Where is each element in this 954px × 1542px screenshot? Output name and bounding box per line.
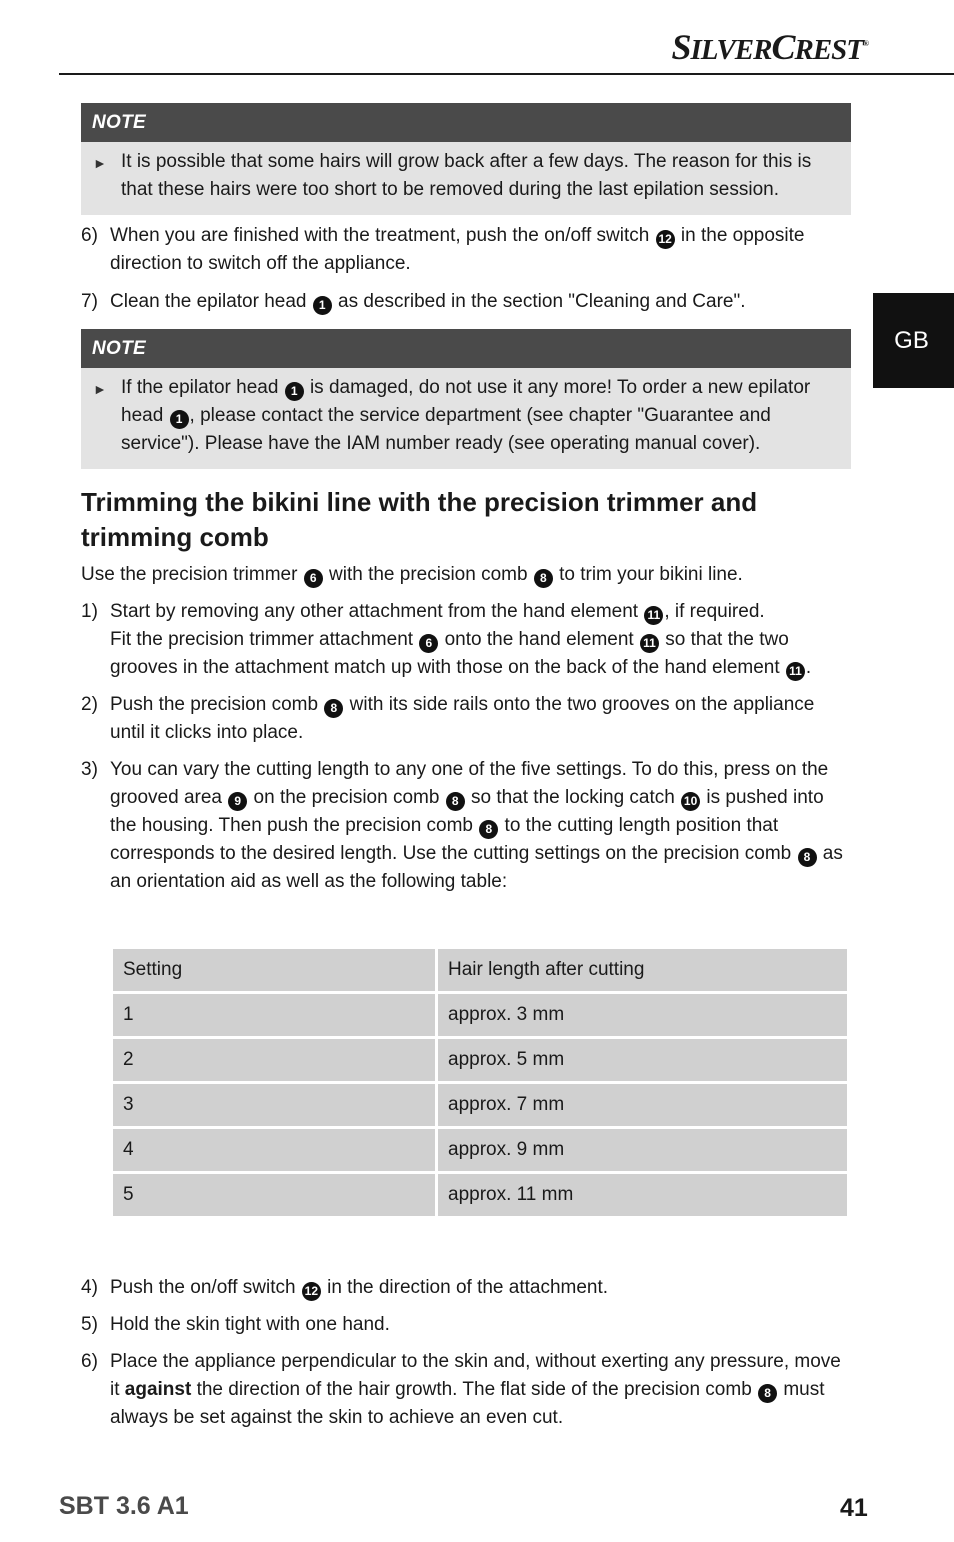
note-title: NOTE (81, 103, 851, 142)
table-row (112, 1038, 849, 1083)
callout-number-icon: 6 (419, 634, 438, 653)
table-header-cell: Setting (112, 948, 437, 993)
table-cell: approx. 3 mm (437, 993, 849, 1038)
callout-number-icon: 8 (446, 792, 465, 811)
table-header-row (112, 948, 849, 993)
callout-number-icon: 11 (644, 606, 663, 625)
table-header-cell: Hair length after cutting (437, 948, 849, 993)
table-cell: 1 (112, 993, 437, 1038)
table-cell: approx. 7 mm (437, 1083, 849, 1128)
callout-number-icon: 12 (656, 230, 675, 249)
step-item: 4) Push the on/off switch 12 in the direction of the attachment. (81, 1274, 851, 1302)
emphasis-text: against (124, 1379, 192, 1400)
triangle-bullet-icon: ► (93, 155, 107, 171)
note-box (81, 103, 851, 215)
step-item: 3) You can vary the cutting length to any one of the five settings. To do this, press on the grooved area 9 on the precision comb 8 so that the locking catch 10 is pushed into the housing. Then push the precision comb 8 to the cutting length position that corresponds to the desired length. Use the cutting settings on the precision comb 8 as an orientation aid as well as the following table: (81, 759, 843, 892)
callout-number-icon: 8 (534, 569, 553, 588)
language-tab (873, 293, 954, 388)
note-body (81, 368, 851, 469)
table-cell: 3 (112, 1083, 437, 1128)
header-rule (59, 73, 954, 75)
table-cell: approx. 9 mm (437, 1128, 849, 1173)
callout-number-icon: 12 (302, 1282, 321, 1301)
callout-number-icon: 8 (479, 820, 498, 839)
step-item: 5) Hold the skin tight with one hand. (81, 1314, 390, 1335)
table-cell: 2 (112, 1038, 437, 1083)
callout-number-icon: 8 (798, 848, 817, 867)
note-text: If the epilator head 1 is damaged, do not use it any more! To order a new epilator head 1 , please contact the service department (see chapter "Guarantee and service"). Please have the IAM number ready (see operating manual cover). (121, 377, 811, 454)
step-item: 7) Clean the epilator head 1 as described in the section "Cleaning and Care". (81, 288, 851, 316)
step-item: 1) Start by removing any other attachment from the hand element 11 , if required. Fit the precision trimmer attachment 6 onto the hand element 11 so that the two grooves in the attachment match up with those on the back of the hand element 11 . (81, 598, 851, 682)
table-cell: approx. 5 mm (437, 1038, 849, 1083)
callout-number-icon: 1 (170, 410, 189, 429)
callout-number-icon: 8 (758, 1384, 777, 1403)
step-item: 2) Push the precision comb 8 with its side rails onto the two grooves on the appliance until it clicks into place. (81, 694, 815, 743)
note-body (81, 142, 851, 215)
callout-number-icon: 1 (285, 382, 304, 401)
table-cell: 4 (112, 1128, 437, 1173)
table-row (112, 1128, 849, 1173)
page-number: 41 (840, 1494, 868, 1522)
language-tab-label: GB (894, 326, 929, 354)
table-row (112, 1173, 849, 1218)
callout-number-icon: 11 (786, 662, 805, 681)
triangle-bullet-icon: ► (93, 381, 107, 397)
callout-number-icon: 1 (313, 296, 332, 315)
note-text: It is possible that some hairs will grow back after a few days. The reason for this is that these hairs were too short to be removed during the last epilation session. (121, 151, 812, 200)
section-heading: Trimming the bikini line with the precision trimmer and trimming comb (81, 487, 758, 552)
callout-number-icon: 9 (228, 792, 247, 811)
brand-logo: SILVERCREST® (671, 27, 868, 67)
table-cell: approx. 11 mm (437, 1173, 849, 1218)
table-row (112, 1083, 849, 1128)
note-title: NOTE (81, 329, 851, 368)
table-row (112, 993, 849, 1038)
callout-number-icon: 6 (304, 569, 323, 588)
table-cell: 5 (112, 1173, 437, 1218)
step-item: 6) Place the appliance perpendicular to the skin and, without exerting any pressure, move it against the direction of the hair growth. The flat side of the precision comb 8 must always be set against the skin to achieve an even cut. (81, 1351, 841, 1428)
model-number: SBT 3.6 A1 (59, 1492, 189, 1520)
callout-number-icon: 11 (640, 634, 659, 653)
cutting-length-table (110, 946, 850, 1219)
intro-paragraph: Use the precision trimmer 6 with the precision comb 8 to trim your bikini line. (81, 561, 851, 589)
step-item: 6) When you are finished with the treatment, push the on/off switch 12 in the opposite direction to switch off the appliance. (81, 225, 805, 274)
callout-number-icon: 10 (681, 792, 700, 811)
note-box (81, 329, 851, 469)
callout-number-icon: 8 (324, 699, 343, 718)
